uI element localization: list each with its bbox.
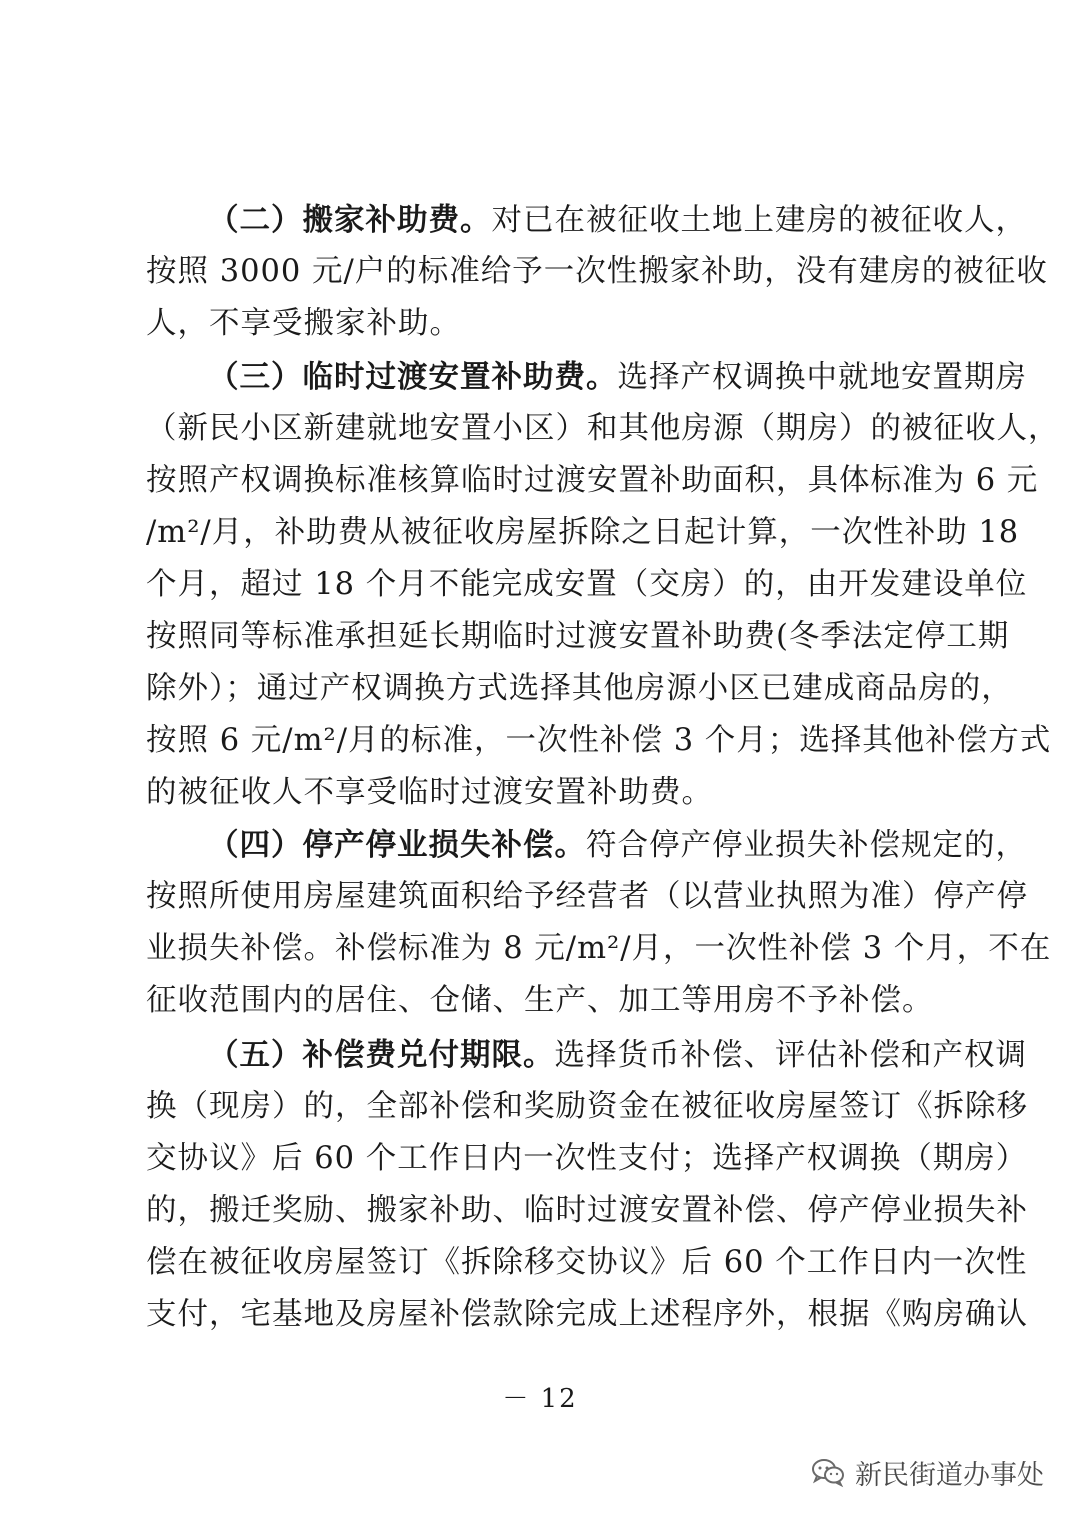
paragraph-3-heading: （三）临时过渡安置补助费。 — [208, 359, 618, 395]
paragraph-5-line-2: 换（现房）的，全部补偿和奖励资金在被征收房屋签订《拆除移 — [146, 1089, 1028, 1124]
paragraph-3-line-8: 按照 6 元/m²/月的标准，一次性补偿 3 个月；选择其他补偿方式 — [146, 723, 1052, 758]
page-number: － 12 — [502, 1384, 578, 1414]
paragraph-4-line-1 — [208, 819, 1027, 871]
paragraph-5-line-1 — [208, 1029, 1027, 1081]
paragraph-5-line-5: 偿在被征收房屋签订《拆除移交协议》后 60 个工作日内一次性 — [146, 1245, 1028, 1280]
watermark-text: 新民街道办事处 — [855, 1459, 1044, 1491]
account-watermark — [811, 1450, 1044, 1494]
paragraph-3-line-9: 的被征收人不享受临时过渡安置补助费。 — [146, 775, 713, 810]
paragraph-2-line-2: 按照 3000 元/户的标准给予一次性搬家补助，没有建房的被征收 — [146, 254, 1048, 289]
paragraph-2-line-3: 人，不享受搬家补助。 — [146, 306, 461, 341]
paragraph-2-text: 对已在被征收土地上建房的被征收人， — [491, 203, 1027, 238]
paragraph-3-line-1 — [208, 351, 1027, 403]
paragraph-5-heading: （五）补偿费兑付期限。 — [208, 1037, 555, 1073]
paragraph-5-line-3: 交协议》后 60 个工作日内一次性支付；选择产权调换（期房） — [146, 1141, 1028, 1176]
paragraph-3-line-5: 个月，超过 18 个月不能完成安置（交房）的，由开发建设单位 — [146, 567, 1028, 602]
paragraph-4-heading: （四）停产停业损失补偿。 — [208, 827, 586, 863]
paragraph-4-line-4: 征收范围内的居住、仓储、生产、加工等用房不予补偿。 — [146, 983, 934, 1018]
paragraph-3-line-2: （新民小区新建就地安置小区）和其他房源（期房）的被征收人， — [146, 411, 1060, 446]
paragraph-3-line-6: 按照同等标准承担延长期临时过渡安置补助费(冬季法定停工期 — [146, 619, 1010, 654]
paragraph-4-line-2: 按照所使用房屋建筑面积给予经营者（以营业执照为准）停产停 — [146, 879, 1028, 914]
paragraph-5-line-6: 支付，宅基地及房屋补偿款除完成上述程序外，根据《购房确认 — [146, 1297, 1028, 1332]
paragraph-3-line-3: 按照产权调换标准核算临时过渡安置补助面积，具体标准为 6 元 — [146, 463, 1039, 498]
paragraph-2-heading: （二）搬家补助费。 — [208, 202, 492, 238]
paragraph-5-text: 选择货币补偿、评估补偿和产权调 — [554, 1038, 1027, 1073]
paragraph-3-text: 选择产权调换中就地安置期房 — [617, 360, 1027, 395]
paragraph-4-text: 符合停产停业损失补偿规定的， — [586, 828, 1027, 863]
wechat-icon — [811, 1457, 845, 1487]
paragraph-4-line-3: 业损失补偿。补偿标准为 8 元/m²/月，一次性补偿 3 个月，不在 — [146, 931, 1052, 966]
paragraph-3-line-4: /m²/月，补助费从被征收房屋拆除之日起计算，一次性补助 18 — [146, 515, 1020, 550]
paragraph-2-line-1 — [208, 194, 1027, 246]
paragraph-3-line-7: 除外）；通过产权调换方式选择其他房源小区已建成商品房的， — [146, 671, 1013, 706]
paragraph-5-line-4: 的，搬迁奖励、搬家补助、临时过渡安置补偿、停产停业损失补 — [146, 1193, 1028, 1228]
